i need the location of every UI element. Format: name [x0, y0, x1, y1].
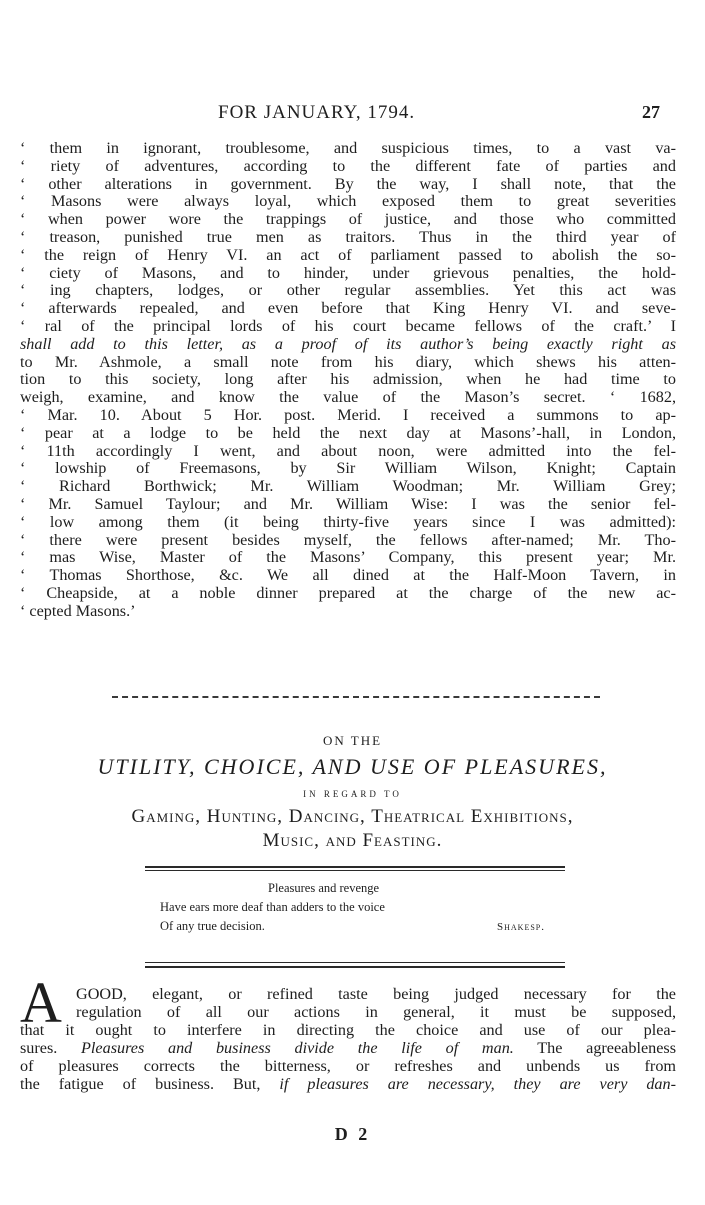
text-line: ‘ ing chapters, lodges, or other regular assemblies. Yet this act was	[20, 281, 676, 300]
text-line: tion to this society, long after his admission, when he had time to	[20, 370, 676, 389]
text-line: ‘ Richard Borthwick; Mr. William Woodman; Mr. William Grey;	[20, 477, 676, 496]
text-line: of pleasures corrects the bitterness, or refreshes and unbends us from	[20, 1057, 676, 1075]
text-line: ‘ ciety of Masons, and to hinder, under grievous penalties, the hold-	[20, 263, 676, 282]
text-line: to Mr. Ashmole, a small note from his diary, which shews his atten-	[20, 352, 676, 371]
epigraph-line: Pleasures and revenge	[268, 881, 380, 895]
text-line: ‘ mas Wise, Master of the Masons’ Company, this present year; Mr.	[20, 548, 676, 567]
text-line: ‘ Thomas Shorthose, &c. We all dined at the Half-Moon Tavern, in	[20, 566, 676, 585]
text-line: that it ought to interfere in directing the choice and use of our plea-	[20, 1021, 676, 1039]
text-line: ‘ pear at a lodge to be held the next day at Masons’-hall, in London,	[20, 423, 676, 442]
text-line: ‘ other alterations in government. By the way, I shall note, that the	[20, 174, 676, 193]
article-title: UTILITY, CHOICE, AND USE OF PLEASURES,	[97, 754, 608, 779]
article-topics	[0, 805, 705, 853]
italic-fragment: Pleasures and business divide the life of man.	[81, 1039, 514, 1057]
text-line: ‘ riety of adventures, according to the different fate of parties and	[20, 156, 676, 175]
italic-fragment: if pleasures are necessary, they are very dan-	[279, 1075, 677, 1093]
text-line: ‘ 11th accordingly I went, and about noon, were admitted into the fel-	[20, 441, 676, 460]
text-line: ‘ Cheapside, at a noble dinner prepared at the charge of the new ac-	[20, 583, 676, 602]
text-line: ‘ when power wore the trappings of justice, and those who committed	[20, 210, 676, 229]
drop-cap: A	[20, 970, 62, 1035]
text-line: GOOD, elegant, or refined taste being judged necessary for the	[76, 985, 676, 1003]
epigraph-line: Have ears more deaf than adders to the voice	[160, 900, 385, 914]
text-line	[20, 1039, 676, 1057]
article-topics-line: Music, and Feasting.	[262, 830, 443, 851]
text-fragment: The agreeableness	[537, 1039, 677, 1057]
text-line: ‘ Mr. Samuel Taylour; and Mr. William Wise: I was the senior fel-	[20, 494, 676, 513]
article-heading-on-the: ON THE	[322, 733, 383, 748]
epigraph-source: Shakesp.	[497, 921, 545, 933]
letter-text	[20, 140, 676, 621]
epigraph-rule-top-thin	[145, 870, 565, 871]
article-topics-line: Gaming, Hunting, Dancing, Theatrical Exhibitions,	[131, 806, 574, 827]
running-head	[60, 100, 660, 128]
text-line: ‘ there were present besides myself, the fellows after-named; Mr. Tho-	[20, 530, 676, 549]
text-line: weigh, examine, and know the value of the Mason’s secret. ‘ 1682,	[20, 388, 676, 407]
text-line: ‘ ral of the principal lords of his court became fellows of the craft.’ I	[20, 316, 676, 335]
text-line: ‘ them in ignorant, troublesome, and suspicious times, to a vast va-	[20, 139, 676, 157]
epigraph-rule-bottom	[145, 966, 565, 968]
essay-text	[20, 985, 676, 1093]
text-line: ‘ cepted Masons.’	[20, 601, 136, 620]
text-line	[20, 1075, 676, 1093]
text-line: ‘ lowship of Freemasons, by Sir William Wilson, Knight; Captain	[20, 459, 676, 478]
text-line: ‘ Masons were always loyal, which exposed them to great severities	[20, 192, 676, 211]
signature-mark: D 2	[334, 1124, 371, 1144]
article-heading-in-regard-to: IN REGARD TO	[303, 789, 402, 799]
epigraph-rule-bottom-thin	[145, 962, 565, 963]
text-fragment: the fatigue of business. But,	[20, 1075, 261, 1093]
epigraph-line: Of any true decision.	[160, 919, 265, 933]
text-line: ‘ Mar. 10. About 5 Hor. post. Merid. I received a summons to ap-	[20, 405, 676, 424]
running-title: FOR JANUARY, 1794.	[218, 102, 416, 123]
epigraph-rule-top	[145, 866, 565, 868]
section-divider	[112, 696, 600, 698]
text-line: ‘ treason, punished true men as traitors. Thus in the third year of	[20, 227, 676, 246]
text-line: ‘ low among them (it being thirty-five years since I was admitted):	[20, 512, 676, 531]
text-fragment: sures.	[20, 1039, 58, 1057]
page-number: 27	[642, 102, 660, 122]
text-line: ‘ afterwards repealed, and even before that King Henry VI. and seve-	[20, 299, 676, 318]
text-line: ‘ the reign of Henry VI. an act of parliament passed to abolish the so-	[20, 245, 676, 264]
text-line: regulation of all our actions in general, it must be supposed,	[76, 1003, 676, 1021]
text-line: shall add to this letter, as a proof of its author’s being exactly right as	[20, 334, 676, 353]
